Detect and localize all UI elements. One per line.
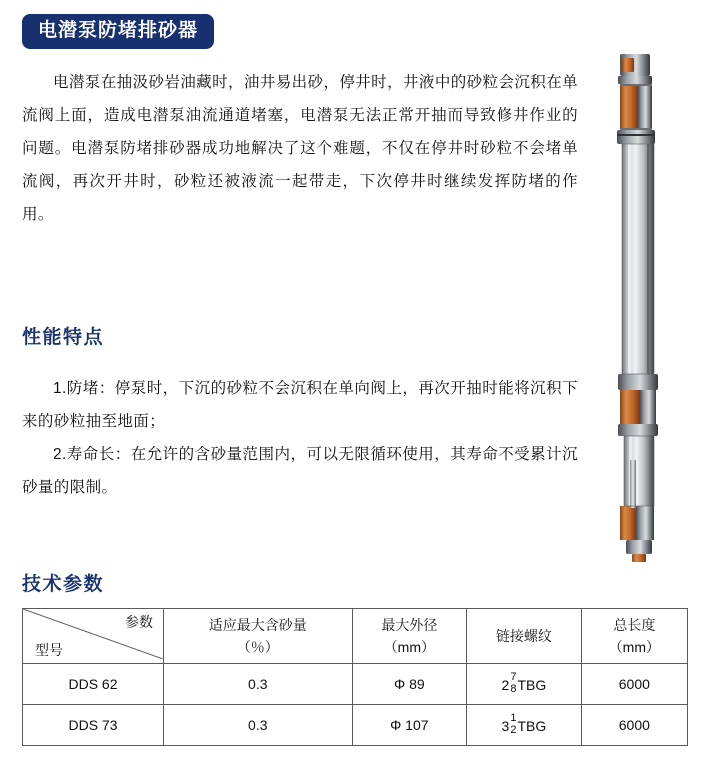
table-header-total-length [581,609,687,664]
header-line-2: （mm） [608,639,660,655]
list-item: 1.防堵：停泵时，下沉的砂粒不会沉积在单向阀上，再次开抽时能将沉积下来的砂粒抽至地面； [22,380,578,430]
header-line-1: 适应最大含砂量 [208,617,307,633]
thread-denominator: 2 [510,723,517,736]
performance-list [22,372,578,504]
table-row [23,664,688,705]
copper-sleeve-upper [620,84,652,130]
main-body-upper [622,144,654,374]
header-line-1: 链接螺纹 [495,628,552,644]
main-body-lower [624,436,654,506]
table-header-thread [467,609,582,664]
cell-total-length: 6000 [581,664,687,705]
intro-paragraph: 电潜泵在抽汲砂岩油藏时，油井易出砂，停井时，井液中的砂粒会沉积在单流阀上面，造成电潜泵油流通道堵塞，电潜泵无法正常开抽而导致修井作业的问题。电潜泵防堵排砂器成功地解决了这个难题，不仅在停井时砂粒不会堵单流阀，再次开井时，砂粒还被液流一起带走，下次停井时继续发挥防堵的作用。 [22,74,578,223]
thread-fraction [510,713,516,736]
thread-integer: 2 [501,676,510,693]
thread-integer: 3 [501,717,510,734]
header-line-2: （mm） [383,639,435,655]
page-title: 电潜泵防堵排砂器 [22,14,214,49]
corner-label-parameter: 参数 [125,614,153,630]
thread-numerator: 7 [510,671,517,684]
table-corner-cell [23,609,164,664]
list-item: 2.寿命长：在允许的含砂量范围内，可以无限循环使用，其寿命不受累计沉砂量的限制。 [22,446,578,496]
section-heading-parameters: 技术参数 [22,574,105,595]
header-line-1: 总长度 [613,617,656,633]
corner-label-model: 型号 [35,642,63,658]
cell-model: DDS 73 [23,705,164,746]
cell-model: DDS 62 [23,664,164,705]
cell-thread [467,705,582,746]
product-illustration [600,52,700,564]
thread-suffix: TBG [517,717,547,734]
cell-total-length: 6000 [581,705,687,746]
table-row [23,705,688,746]
parameters-table-wrap [22,608,688,746]
thread-fraction [510,672,516,695]
cell-sand-content: 0.3 [164,705,353,746]
thread-numerator: 1 [510,712,517,725]
header-line-1: 最大外径 [381,617,438,633]
thread-denominator: 8 [510,682,517,695]
collar-upper [617,130,655,144]
parameters-table [22,608,688,746]
pump-device-svg [600,52,700,564]
cell-sand-content: 0.3 [164,664,353,705]
cell-thread [467,664,582,705]
table-header-outer-diameter [352,609,467,664]
cell-outer-diameter: Φ 107 [352,705,467,746]
collar-middle [618,374,658,436]
cell-outer-diameter: Φ 89 [352,664,467,705]
upper-housing [618,54,652,84]
table-header-row [23,609,688,664]
table-header-sand-content [164,609,353,664]
section-heading-performance: 性能特点 [22,327,105,348]
header-line-2: （％） [236,639,279,655]
thread-suffix: TBG [517,676,547,693]
